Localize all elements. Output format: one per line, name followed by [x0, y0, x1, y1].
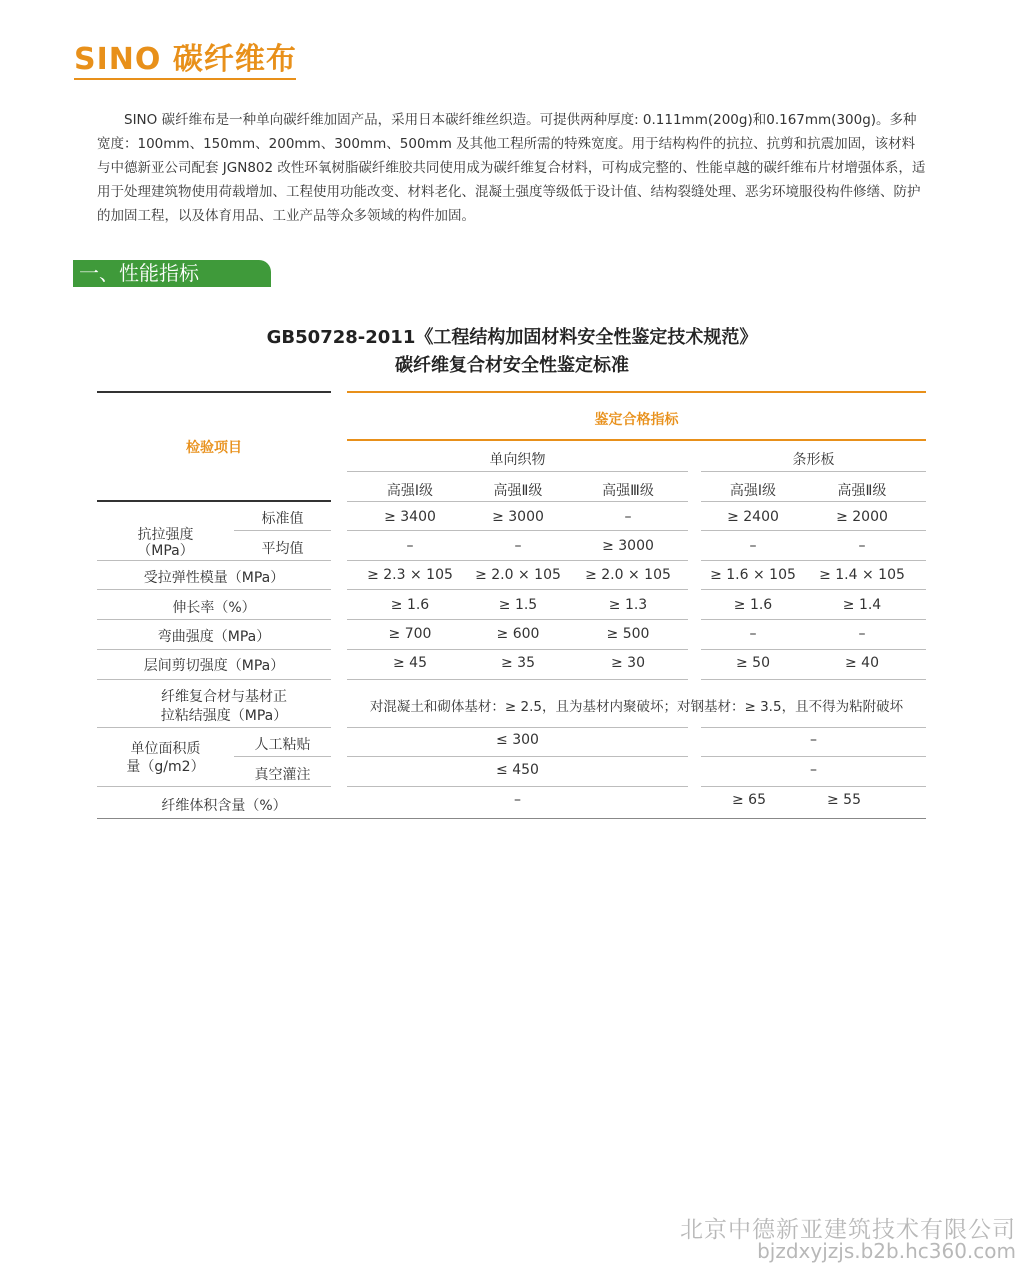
row-line: [97, 679, 331, 680]
elongation-value: ≥ 1.4: [842, 597, 882, 613]
grade-fabric-2: 高强Ⅱ级: [493, 483, 543, 499]
page-title: SINO 碳纤维布: [74, 42, 297, 77]
tensile-std-value: ≥ 3400: [384, 509, 436, 525]
tensile-std-value: –: [624, 509, 632, 525]
grade-fabric-3: 高强Ⅲ级: [602, 483, 654, 499]
bending-value: ≥ 700: [388, 626, 432, 642]
row-line: [347, 679, 688, 680]
row-line: [701, 679, 926, 680]
footer-url: bjzdxyjzjs.b2b.hc360.com: [757, 1239, 1016, 1263]
row-line: [347, 756, 688, 757]
modulus-value: ≥ 2.0 × 105: [585, 567, 671, 583]
group-line-fabric: [347, 471, 688, 472]
shear-label: 层间剪切强度（MPa）: [143, 658, 285, 674]
head-item: 检验项目: [186, 440, 242, 456]
header-bottom-line-plate: [701, 501, 926, 502]
row-line: [97, 619, 331, 620]
fiber-volume-label: 纤维体积含量（%）: [161, 798, 287, 814]
elongation-label: 伸长率（%）: [172, 600, 256, 616]
area-mass-manual-label: 人工粘贴: [254, 737, 311, 753]
area-mass-vacuum-plate: –: [810, 762, 817, 778]
row-line: [701, 619, 926, 620]
tensile-avg-value: –: [406, 538, 414, 554]
row-line: [97, 649, 331, 650]
bond-label-line2: 拉粘结强度（MPa）: [160, 708, 288, 724]
tensile-avg-value: –: [749, 538, 757, 554]
row-line: [97, 786, 331, 787]
grade-plate-1: 高强Ⅰ级: [729, 483, 777, 499]
modulus-label: 受拉弹性模量（MPa）: [143, 570, 285, 586]
tensile-unit: （MPa）: [137, 543, 194, 559]
row-line: [97, 589, 331, 590]
row-line: [347, 560, 688, 561]
bond-value: 对混凝土和砌体基材：≥ 2.5，且为基材内聚破坏；对钢基材：≥ 3.5，且不得为粘附破坏: [369, 699, 904, 715]
intro-paragraph: SINO 碳纤维布是一种单向碳纤维加固产品，采用日本碳纤维丝织造。可提供两种厚度: 0.111mm(200g)和0.167mm(300g)。多种宽度：100mm、150mm、200mm、300mm、500mm 及其他工程所需的特殊宽度。用于结构构件的抗拉、抗剪和抗震加固，该材料 与中德新亚公司配套 JGN802 改性环氧树脂碳纤维胶共同使用成为碳纤维复合材料，可构成完整的、性能卓越的碳纤维布片材增强体系，适用于处理建筑物使用荷载增加、工程使用功能改变、材料老化、混凝土强度等级低于设计值、结构裂缝处理、恶劣环境服役构件修缮、防护的加固工程，以及体育用品、工业产品等众多领域的构件加固。: [97, 112, 926, 224]
area-mass-vacuum-label: 真空灌注: [254, 767, 311, 783]
fiber-volume-plate: ≥ 55: [827, 792, 861, 808]
row-line: [234, 530, 331, 531]
row-line: [701, 530, 926, 531]
area-mass-vacuum-fabric: ≤ 450: [496, 762, 539, 778]
footer-company: 北京中德新亚建筑技术有限公司: [680, 1217, 1016, 1243]
tensile-std-value: ≥ 2400: [727, 509, 779, 525]
tensile-std-value: ≥ 2000: [836, 509, 888, 525]
bond-label-line1: 纤维复合材与基材正: [161, 689, 287, 705]
table-bottom-line: [97, 818, 926, 819]
area-mass-label-line2: 量（g/m2）: [126, 759, 205, 775]
area-mass-label-line1: 单位面积质: [130, 741, 201, 757]
header-top-line-left: [97, 391, 331, 393]
row-line: [701, 560, 926, 561]
row-line: [347, 727, 688, 728]
grade-plate-2: 高强Ⅱ级: [837, 483, 887, 499]
row-line: [701, 589, 926, 590]
bending-value: –: [858, 626, 866, 642]
row-line: [701, 786, 926, 787]
elongation-value: ≥ 1.3: [608, 597, 648, 613]
grade-fabric-1: 高强Ⅰ级: [386, 483, 434, 499]
section-title: 一、性能指标: [73, 260, 271, 287]
fiber-volume-plate: ≥ 65: [732, 792, 766, 808]
elongation-value: ≥ 1.5: [498, 597, 538, 613]
bending-value: ≥ 600: [496, 626, 540, 642]
tensile-avg-value: –: [514, 538, 522, 554]
header-top-line-right: [347, 391, 926, 393]
modulus-value: ≥ 2.3 × 105: [367, 567, 453, 583]
shear-value: ≥ 45: [393, 655, 427, 671]
row-line: [701, 649, 926, 650]
row-line: [347, 619, 688, 620]
modulus-value: ≥ 2.0 × 105: [475, 567, 561, 583]
table-title-standard: GB50728-2011《工程结构加固材料安全性鉴定技术规范》: [266, 327, 758, 348]
row-line: [347, 530, 688, 531]
tensile-std-value: ≥ 3000: [492, 509, 544, 525]
bending-value: ≥ 500: [606, 626, 650, 642]
bending-label: 弯曲强度（MPa）: [157, 629, 271, 645]
elongation-value: ≥ 1.6: [390, 597, 430, 613]
group-plate: 条形板: [792, 452, 835, 468]
row-line: [97, 727, 331, 728]
tensile-avg-value: –: [858, 538, 866, 554]
shear-value: ≥ 40: [845, 655, 879, 671]
fiber-volume-fabric: –: [514, 792, 521, 808]
elongation-value: ≥ 1.6: [733, 597, 773, 613]
shear-value: ≥ 50: [736, 655, 770, 671]
shear-value: ≥ 30: [611, 655, 645, 671]
title-underline: [74, 78, 296, 80]
row-line: [701, 756, 926, 757]
group-line-plate: [701, 471, 926, 472]
row-line: [701, 727, 926, 728]
head-standard: 鉴定合格指标: [594, 412, 679, 428]
modulus-value: ≥ 1.6 × 105: [710, 567, 796, 583]
row-line: [347, 786, 688, 787]
row-line: [347, 589, 688, 590]
tensile-std-label: 标准值: [261, 511, 304, 527]
row-line: [97, 560, 331, 561]
row-line: [234, 756, 331, 757]
tensile-avg-value: ≥ 3000: [602, 538, 654, 554]
tensile-avg-label: 平均值: [261, 541, 304, 557]
area-mass-manual-fabric: ≤ 300: [496, 732, 539, 748]
row-line: [347, 649, 688, 650]
bending-value: –: [749, 626, 757, 642]
area-mass-manual-plate: –: [810, 732, 817, 748]
tensile-label: 抗拉强度: [137, 527, 194, 543]
header-bottom-line-fabric: [347, 501, 688, 502]
header-bottom-line-left: [97, 500, 331, 502]
header-mid-line: [347, 439, 926, 441]
modulus-value: ≥ 1.4 × 105: [819, 567, 905, 583]
group-fabric: 单向织物: [489, 452, 546, 468]
table-title-sub: 碳纤维复合材安全性鉴定标准: [395, 355, 629, 376]
shear-value: ≥ 35: [501, 655, 535, 671]
